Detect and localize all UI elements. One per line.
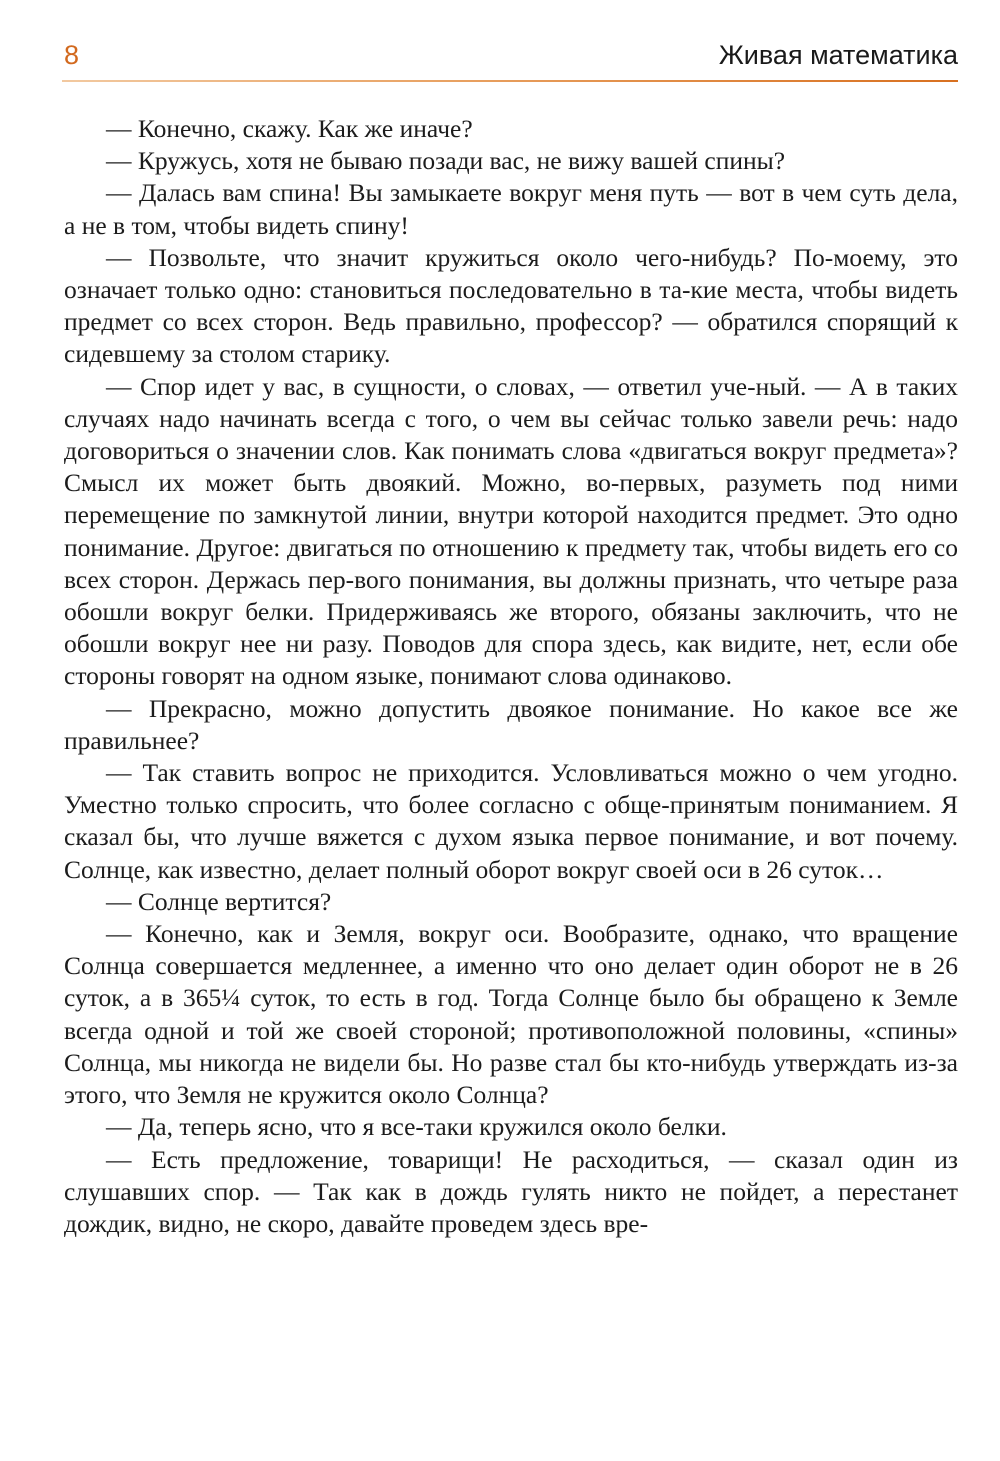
paragraph: — Прекрасно, можно допустить двоякое понимание. Но какое все же правильнее? — [64, 693, 958, 755]
paragraph: — Есть предложение, товарищи! Не расходиться, — сказал один из слушавших спор. — Так как в дождь гулять никто не пойдет, а перестанет дождик, видно, не скоро, давайте проведем здесь вре- — [64, 1144, 958, 1238]
body-text — [64, 113, 958, 1240]
paragraph: — Солнце вертится? — [106, 886, 332, 916]
page-header — [62, 38, 958, 78]
paragraph: — Далась вам спина! Вы замыкаете вокруг меня путь — вот в чем суть дела, а не в том, чтобы видеть спину! — [64, 178, 958, 240]
paragraph: — Кружусь, хотя не бываю позади вас, не вижу вашей спины? — [106, 146, 786, 176]
page-number: 8 — [64, 40, 80, 70]
paragraph: — Позвольте, что значит кружиться около чего-нибудь? По-моему, это означает только одно: становиться последовательно в та-кие места, чтобы видеть предмет со всех сторон. Ведь правильно, профессор? — обратился спорящий к сидевшему за столом старику. — [64, 242, 958, 369]
paragraph: — Конечно, как и Земля, вокруг оси. Вообразите, однако, что вращение Солнца совершается медленнее, а именно что оно делает один оборот не в 26 суток, а в 365¼ суток, то есть в год. Тогда Солнце было бы обращено к Земле всегда одной и той же своей стороной; противоположной половины, «спины» Солнца, мы никогда не видели бы. Но разве стал бы кто-нибудь утверждать из-за этого, что Земля не кружится около Солнца? — [64, 919, 958, 1110]
paragraph: — Конечно, скажу. Как же иначе? — [106, 114, 473, 143]
header-rule — [62, 80, 958, 82]
paragraph: — Да, теперь ясно, что я все-таки кружился около белки. — [106, 1112, 727, 1142]
running-title: Живая математика — [718, 40, 958, 70]
paragraph: — Спор идет у вас, в сущности, о словах, — ответил уче-ный. — А в таких случаях надо начинать всегда с того, о чем вы сейчас только завели речь: надо договориться о значении слов. Как понимать слова «двигаться вокруг предмета»? Смысл их может быть двоякий. Можно, во-первых, разуметь под ними перемещение по замкнутой линии, внутри которой находится предмет. Это одно понимание. Другое: двигаться по отношению к предмету так, чтобы видеть его со всех сторон. Держась пер-вого понимания, вы должны признать, что четыре раза обошли вокруг белки. Придерживаясь же второго, обязаны заключить, что не обошли вокруг нее ни разу. Поводов для спора здесь, как видите, нет, если обе стороны говорят на одном языке, понимают слова одинаково. — [64, 371, 958, 691]
paragraph: — Так ставить вопрос не приходится. Условливаться можно о чем угодно. Уместно только спросить, что более согласно с обще-принятым пониманием. Я сказал бы, что лучше вяжется с духом языка первое понимание, и вот почему. Солнце, как известно, делает полный оборот вокруг своей оси в 26 суток… — [64, 758, 958, 884]
